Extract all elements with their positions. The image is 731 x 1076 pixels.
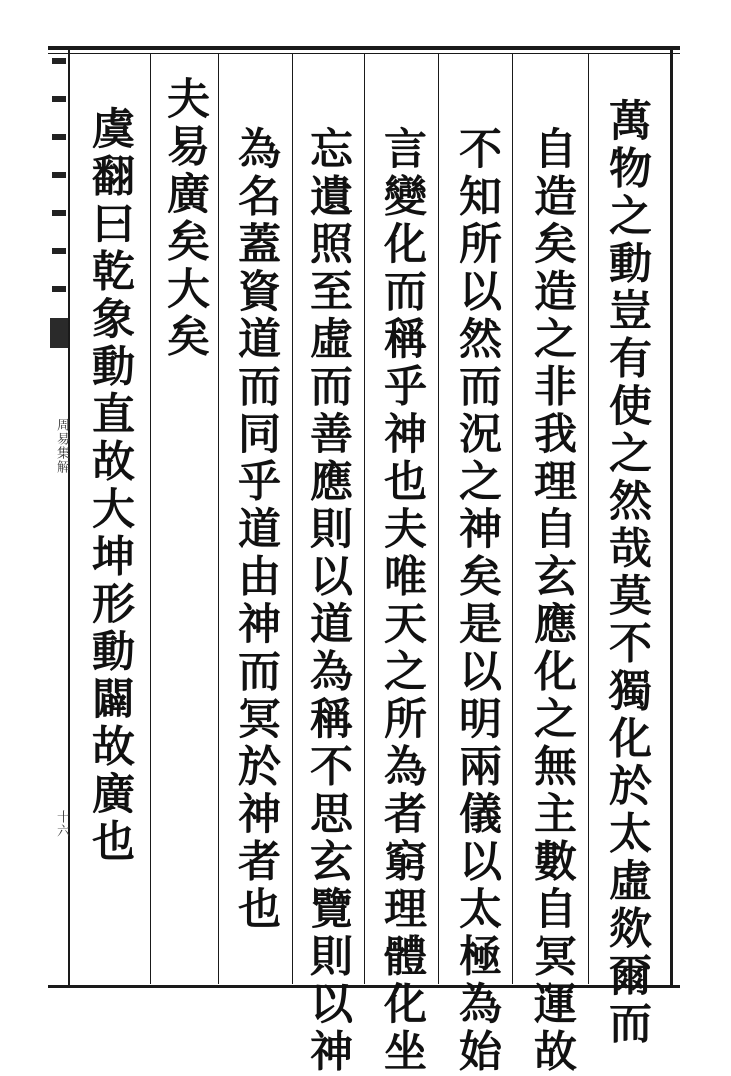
text-column-6: 為名蓋資道而同乎道由神而冥於神者也 [231, 126, 281, 934]
text-column-8: 虞翻曰乾象動直故大坤形動闢故廣也 [85, 106, 135, 866]
margin-line [68, 50, 70, 986]
book-title: 周易集解 [54, 418, 69, 474]
column-divider [512, 54, 513, 984]
column-divider [150, 54, 151, 984]
margin-ornament [50, 318, 68, 348]
text-column-2: 自造矣造之非我理自玄應化之無主數自冥運故 [527, 126, 577, 1076]
column-divider [438, 54, 439, 984]
top-border [48, 46, 680, 50]
text-column-5: 忘遺照至虛而善應則以道為稱不思玄覽則以神 [303, 126, 353, 1076]
column-divider [292, 54, 293, 984]
text-column-1: 萬物之動豈有使之然哉莫不獨化於太虛欻爾而 [602, 98, 652, 1048]
right-border [670, 48, 673, 986]
page-number: 十六 [54, 810, 69, 838]
column-divider [364, 54, 365, 984]
text-column-7: 夫易廣矣大矣 [160, 76, 210, 361]
bottom-border [48, 985, 680, 988]
column-divider [218, 54, 219, 984]
margin-ornament-top [52, 58, 66, 298]
text-column-4: 言變化而稱乎神也夫唯天之所為者窮理體化坐 [377, 126, 427, 1076]
text-column-3: 不知所以然而況之神矣是以明兩儀以太極為始 [452, 126, 502, 1076]
column-divider [588, 54, 589, 984]
